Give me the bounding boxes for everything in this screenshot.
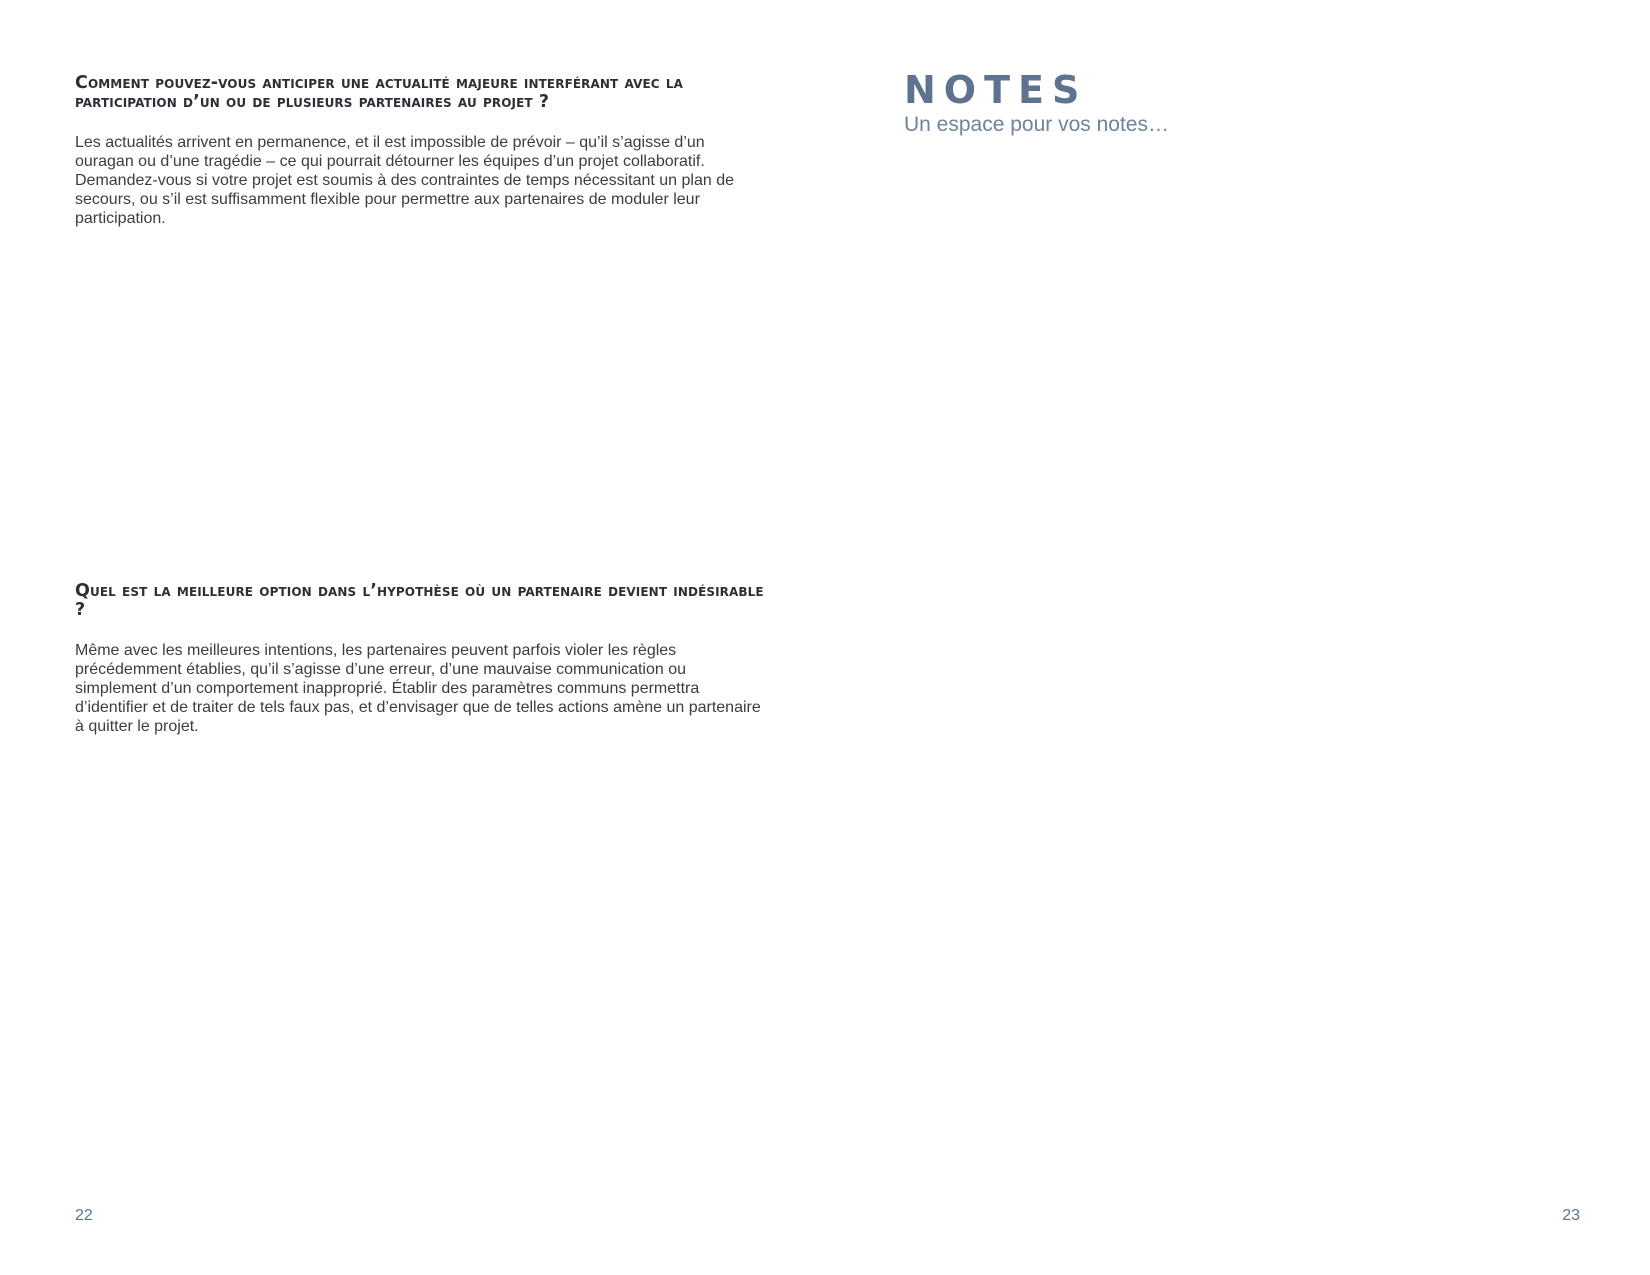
section-1-answer: Les actualités arrivent en permanence, et il est impossible de prévoir – qu’il s’agisse d’un ouragan ou d’une tragédie – ce qui pourrait détourner les équipes d’un projet collaboratif. Demandez-vous si votre projet est soumis à des contraintes de temps nécessitant un plan de secours, ou s’il est suffisamment flexible pour permettre aux partenaires de moduler leur participation. — [75, 134, 735, 227]
section-1-question: Comment pouvez-vous anticiper une actualité majeure interférant avec la participation d’un ou de plusieurs partenaires au projet ? — [75, 73, 684, 112]
notes-subtitle: Un espace pour vos notes… — [904, 113, 1169, 136]
notes-title: NOTES — [904, 68, 1088, 112]
right-page — [825, 0, 1650, 1275]
section-2-question: Quel est la meilleure option dans l’hypothèse où un partenaire devient indésirable ? — [75, 581, 764, 620]
page-number-left: 22 — [75, 1207, 93, 1224]
page-number-right: 23 — [1562, 1207, 1580, 1224]
section-2-answer: Même avec les meilleures intentions, les partenaires peuvent parfois violer les règles précédemment établies, qu’il s’agisse d’une erreur, d’une mauvaise communication ou simplement d’un comportement inapproprié. Établir des paramètres communs permettra d’identifier et de traiter de tels faux pas, et d’envisager que de telles actions amène un partenaire à quitter le projet. — [75, 642, 761, 735]
